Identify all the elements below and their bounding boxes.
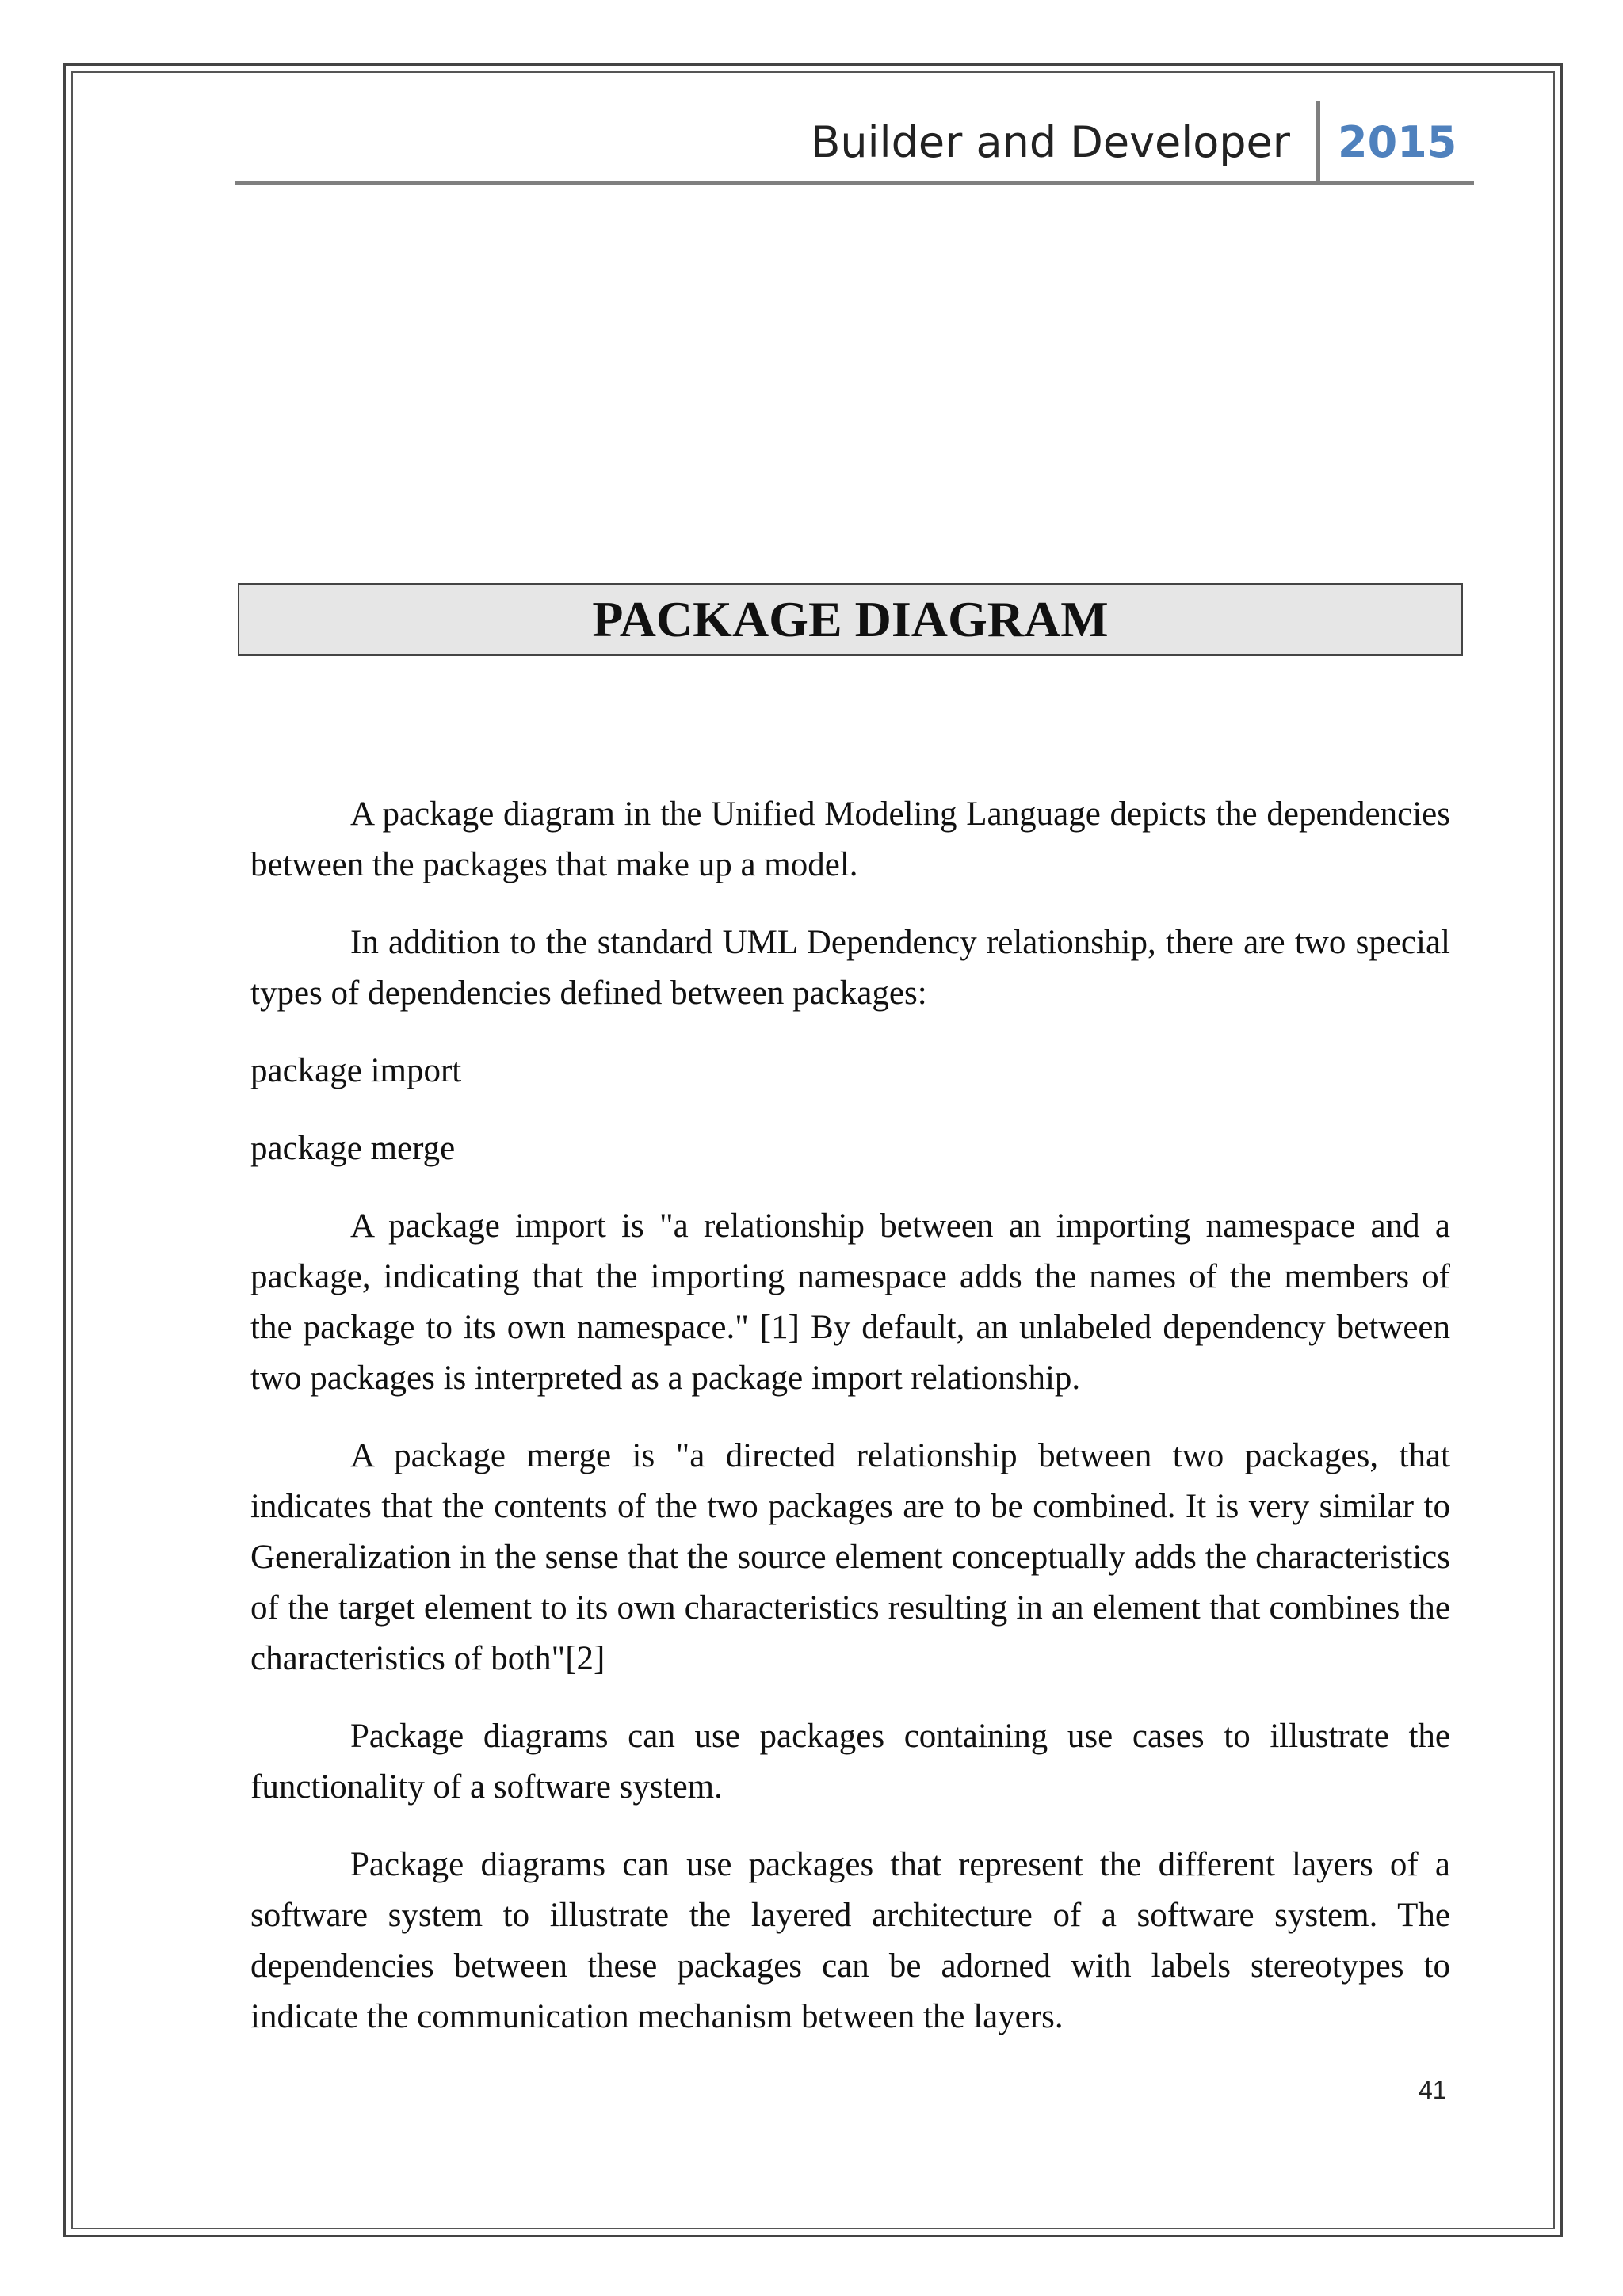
header-divider: [1316, 101, 1320, 184]
header-year: 2015: [1338, 117, 1457, 167]
list-item-package-merge: package merge: [250, 1130, 456, 1167]
paragraph-package-merge: A package merge is "a directed relationship between two packages, that indicates that the contents of the two packages are to be combined. It is very similar to Generalization in the sense that the source element conceptually adds the characteristics of the target element to its own characteristics resulting in an element that combines the characteristics of both"[2]: [250, 1437, 1450, 1677]
section-title: PACKAGE DIAGRAM: [238, 583, 1463, 656]
paragraph-layers: Package diagrams can use packages that represent the different layers of a software system to illustrate the layered architecture of a software system. The dependencies between these packages can be adorned with labels stereotypes to indicate the communication mechanism between the layers.: [250, 1846, 1450, 2035]
body-text: [250, 789, 1450, 2069]
header-rule: [235, 181, 1474, 185]
list-item-package-import: package import: [250, 1052, 462, 1089]
page-number: 41: [1419, 2076, 1447, 2104]
paragraph-use-cases: Package diagrams can use packages containing use cases to illustrate the functionality of a software system.: [250, 1718, 1450, 1806]
paragraph-intro: A package diagram in the Unified Modeling Language depicts the dependencies between the packages that make up a model.: [250, 795, 1450, 883]
paragraph-package-import: A package import is "a relationship between an importing namespace and a package, indicating that the importing namespace adds the names of the members of the package to its own namespace." [1] By default, an unlabeled dependency between two packages is interpreted as a package import relationship.: [250, 1207, 1450, 1397]
paragraph-dependency-types: In addition to the standard UML Dependency relationship, there are two special types of dependencies defined between packages:: [250, 924, 1450, 1012]
header-title: Builder and Developer: [811, 117, 1290, 167]
